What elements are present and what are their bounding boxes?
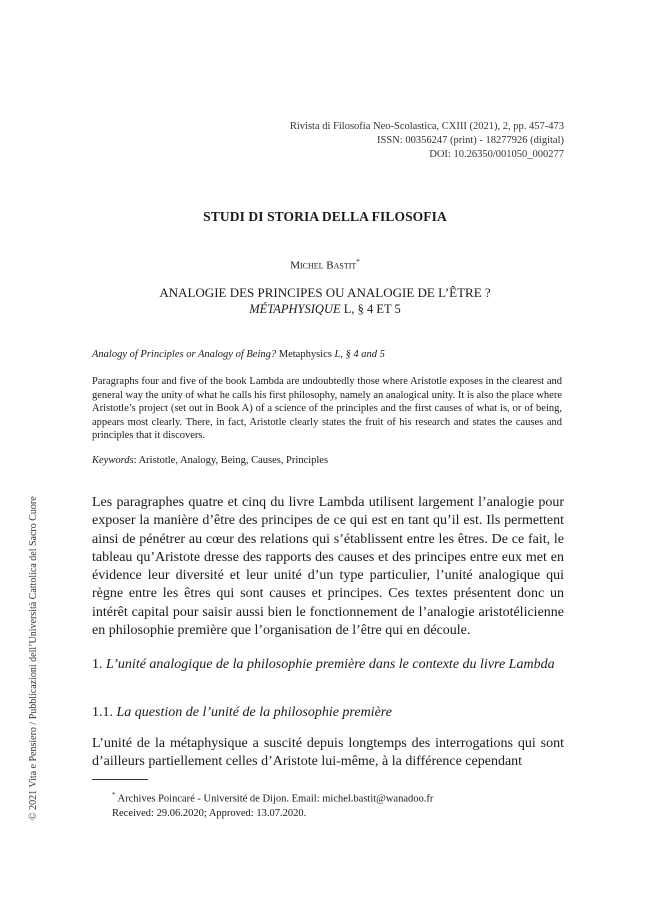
side-copyright: © 2021 Vita e Pensiero / Pubblicazioni dell’Università Cattolica del Sacro Cuore [28,496,39,820]
english-title-metaphysics: Metaphysics [276,349,332,360]
footnote-marker: * [112,791,116,799]
journal-citation: Rivista di Filosofia Neo-Scolastica, CXIII (2021), 2, pp. 457-473 [289,121,564,132]
section-title: STUDI DI STORIA DELLA FILOSOFIA [203,209,447,224]
intro-paragraph: Les paragraphes quatre et cinq du livre Lambda utilisent largement l’analogie pour exposer la manière d’être des principes de ce qui est en tant qu’il est. Ils permettent ainsi de pénétrer au cœur des relations qui s’établissent entre les êtres. De ce fait, le tableau qu’Aristote dresse des rapports des causes et des principes entre eux met en évidence leur diversité et leur unité d’un type particulier, l’unité analogique qui règne entre les êtres qui sont causes et principes. Ces textes présentent donc un intérêt capital pour saisir aussi bien le fonctionnement de l’analogie aristotélicienne en philosophie première que l’organisation de l’être qui en découle. [92,495,564,639]
footnote-affiliation-text: Archives Poincaré - Université de Dijon. Email: michel.bastit@wanadoo.fr [115,793,434,805]
issn: ISSN: 00356247 (print) - 18277926 (digital) [377,135,564,146]
footnote [112,788,562,821]
heading-1-1 [92,705,564,721]
abstract: Paragraphs four and five of the book Lambda are undoubtedly those where Aristotle exposes in the clearest and general way the unity of what he calls his first philosophy, namely an analogical unity. It is also the place where Aristotle’s project (set out in Book A) of a science of the principles and the first causes of what is, or of being, appears most clearly. There, in fact, Aristotle clearly states the fruit of his research and states the causes and principles that it discovers. [92,376,562,442]
article-title-line1: ANALOGIE DES PRINCIPES OU ANALOGIE DE L’ÊTRE ? [159,285,491,300]
article-title [0,284,650,318]
article-title-line2 [0,301,650,318]
heading-1-text: L’unité analogique de la philosophie première dans le contexte du livre Lambda [106,657,555,672]
paragraph-2: L’unité de la métaphysique a suscité depuis longtemps des interrogations qui sont d’ailleurs partiellement celles d’Aristote lui-même, à la différence cependant [92,736,564,770]
heading-1-1-text: La question de l’unité de la philosophie première [116,705,392,720]
keywords-label: Keywords [92,455,134,466]
english-title [92,349,562,360]
journal-header [234,120,564,162]
english-title-end: L, § 4 and 5 [331,349,385,360]
author-footnote-marker: * [356,258,360,266]
footnote-affiliation [112,788,562,807]
keywords-values: : Aristotle, Analogy, Being, Causes, Principles [133,455,329,466]
keywords [92,455,562,466]
heading-1 [92,656,564,674]
english-title-main: Analogy of Principles or Analogy of Being? [92,349,277,360]
heading-1-number: 1. [92,657,106,672]
doi: DOI: 10.26350/001050_000277 [429,149,564,160]
article-title-italic: MÉTAPHYSIQUE [249,302,341,316]
footnote-dates: Received: 29.06.2020; Approved: 13.07.2020. [112,807,307,819]
author [0,258,650,272]
footnote-divider [92,779,148,780]
author-name: Michel Bastit [290,259,357,272]
article-title-rest: L, § 4 ET 5 [340,302,401,316]
heading-1-1-number: 1.1. [92,705,117,720]
